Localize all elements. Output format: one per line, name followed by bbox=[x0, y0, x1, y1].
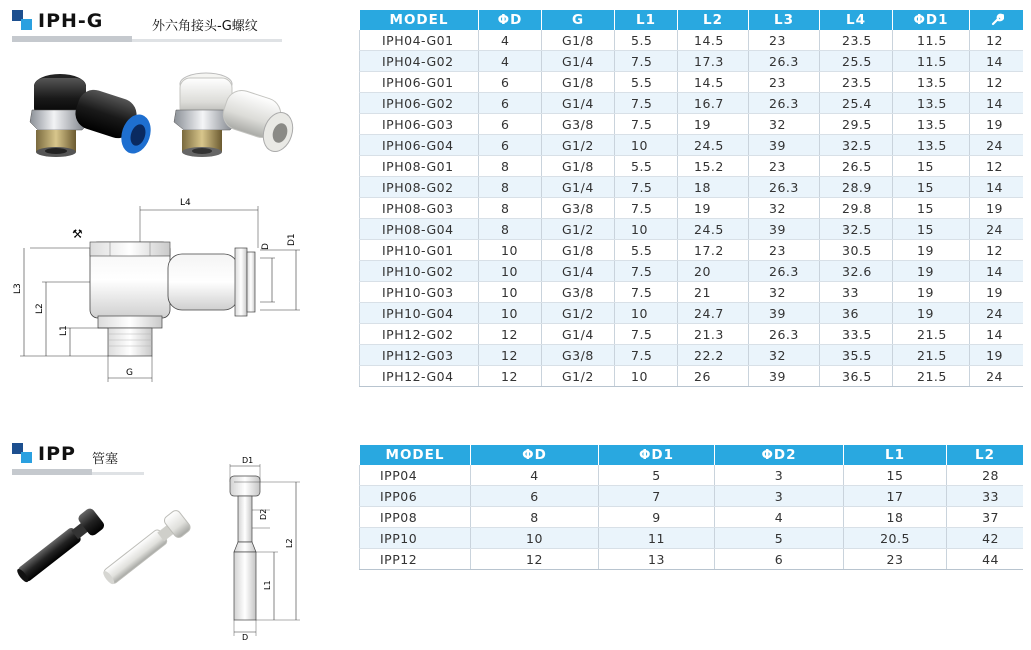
dim-label-d: D bbox=[261, 243, 271, 250]
value-cell: G1/8 bbox=[542, 30, 615, 51]
value-cell: 5.5 bbox=[615, 30, 678, 51]
value-cell: G3/8 bbox=[542, 282, 615, 303]
value-cell: 14 bbox=[970, 51, 1024, 72]
brand-square-icon bbox=[12, 10, 32, 30]
value-cell: 12 bbox=[479, 366, 542, 387]
iph-code: IPH-G bbox=[38, 10, 104, 32]
table-row bbox=[360, 135, 1024, 156]
model-cell: IPH06-G04 bbox=[360, 135, 479, 156]
th-l3: L3 bbox=[749, 10, 820, 30]
value-cell: 36.5 bbox=[820, 366, 893, 387]
wrench-icon: ⚒ bbox=[72, 227, 83, 241]
value-cell: 21.3 bbox=[678, 324, 749, 345]
value-cell: 4 bbox=[479, 51, 542, 72]
value-cell: 14 bbox=[970, 177, 1024, 198]
table-row bbox=[360, 366, 1024, 387]
ipp-section-header bbox=[12, 443, 162, 471]
th-l2: L2 bbox=[947, 445, 1024, 465]
model-cell: IPH06-G03 bbox=[360, 114, 479, 135]
value-cell: 16.7 bbox=[678, 93, 749, 114]
model-cell: IPH08-G03 bbox=[360, 198, 479, 219]
value-cell: G1/8 bbox=[542, 240, 615, 261]
value-cell: 26.3 bbox=[749, 324, 820, 345]
value-cell: 15.2 bbox=[678, 156, 749, 177]
value-cell: 6 bbox=[715, 549, 844, 570]
value-cell: G1/2 bbox=[542, 135, 615, 156]
value-cell: 8 bbox=[471, 507, 599, 528]
model-cell: IPH10-G04 bbox=[360, 303, 479, 324]
value-cell: 12 bbox=[479, 324, 542, 345]
th-l4: L4 bbox=[820, 10, 893, 30]
value-cell: 17.2 bbox=[678, 240, 749, 261]
value-cell: 10 bbox=[615, 303, 678, 324]
value-cell: 17.3 bbox=[678, 51, 749, 72]
table-row bbox=[360, 219, 1024, 240]
model-cell: IPP04 bbox=[360, 465, 471, 486]
value-cell: 19 bbox=[970, 198, 1024, 219]
value-cell: G1/8 bbox=[542, 156, 615, 177]
value-cell: 13.5 bbox=[893, 93, 970, 114]
value-cell: 23 bbox=[749, 156, 820, 177]
model-cell: IPH08-G04 bbox=[360, 219, 479, 240]
model-cell: IPH10-G03 bbox=[360, 282, 479, 303]
model-cell: IPH12-G04 bbox=[360, 366, 479, 387]
value-cell: 15 bbox=[893, 156, 970, 177]
value-cell: 5.5 bbox=[615, 156, 678, 177]
th-l1: L1 bbox=[615, 10, 678, 30]
value-cell: 42 bbox=[947, 528, 1024, 549]
value-cell: 10 bbox=[615, 135, 678, 156]
value-cell: 23 bbox=[749, 72, 820, 93]
value-cell: 7.5 bbox=[615, 93, 678, 114]
model-cell: IPP06 bbox=[360, 486, 471, 507]
value-cell: 12 bbox=[479, 345, 542, 366]
value-cell: 12 bbox=[471, 549, 599, 570]
iph-subtitle: 外六角接头-G螺纹 bbox=[152, 19, 258, 34]
value-cell: 21.5 bbox=[893, 366, 970, 387]
value-cell: 19 bbox=[678, 198, 749, 219]
value-cell: 32 bbox=[749, 345, 820, 366]
ipp-code: IPP bbox=[38, 443, 76, 465]
value-cell: 24.7 bbox=[678, 303, 749, 324]
value-cell: 8 bbox=[479, 156, 542, 177]
value-cell: 12 bbox=[970, 30, 1024, 51]
value-cell: 32.6 bbox=[820, 261, 893, 282]
value-cell: 26 bbox=[678, 366, 749, 387]
ipp-photo-white bbox=[92, 502, 202, 592]
value-cell: 13.5 bbox=[893, 135, 970, 156]
value-cell: G1/2 bbox=[542, 219, 615, 240]
model-cell: IPH12-G03 bbox=[360, 345, 479, 366]
value-cell: 39 bbox=[749, 219, 820, 240]
value-cell: 30.5 bbox=[820, 240, 893, 261]
value-cell: 32 bbox=[749, 198, 820, 219]
value-cell: G1/4 bbox=[542, 177, 615, 198]
header-underline-sub bbox=[92, 472, 144, 475]
table-row bbox=[360, 114, 1024, 135]
model-cell: IPH08-G02 bbox=[360, 177, 479, 198]
th-g: G bbox=[542, 10, 615, 30]
value-cell: 24.5 bbox=[678, 135, 749, 156]
value-cell: 7.5 bbox=[615, 345, 678, 366]
value-cell: 26.3 bbox=[749, 93, 820, 114]
value-cell: 13 bbox=[599, 549, 715, 570]
value-cell: 39 bbox=[749, 366, 820, 387]
value-cell: 24 bbox=[970, 135, 1024, 156]
value-cell: G3/8 bbox=[542, 198, 615, 219]
value-cell: 15 bbox=[893, 198, 970, 219]
value-cell: 12 bbox=[970, 240, 1024, 261]
value-cell: G1/8 bbox=[542, 72, 615, 93]
value-cell: 15 bbox=[893, 219, 970, 240]
dim-label-l4: L4 bbox=[180, 198, 191, 208]
value-cell: 23.5 bbox=[820, 72, 893, 93]
model-cell: IPH10-G02 bbox=[360, 261, 479, 282]
value-cell: 11.5 bbox=[893, 30, 970, 51]
value-cell: 19 bbox=[893, 261, 970, 282]
value-cell: 44 bbox=[947, 549, 1024, 570]
value-cell: 18 bbox=[678, 177, 749, 198]
th-model: MODEL bbox=[360, 445, 471, 465]
value-cell: 17 bbox=[844, 486, 947, 507]
value-cell: 14 bbox=[970, 324, 1024, 345]
value-cell: G1/2 bbox=[542, 366, 615, 387]
value-cell: 19 bbox=[893, 282, 970, 303]
iph-spec-table bbox=[359, 10, 1023, 387]
iph-table-header-row bbox=[360, 10, 1024, 30]
value-cell: 23 bbox=[749, 240, 820, 261]
th-model: MODEL bbox=[360, 10, 479, 30]
dim-label-l1: L1 bbox=[263, 580, 272, 590]
value-cell: 10 bbox=[471, 528, 599, 549]
value-cell: 23.5 bbox=[820, 30, 893, 51]
th-od1: ΦD1 bbox=[599, 445, 715, 465]
value-cell: G1/2 bbox=[542, 303, 615, 324]
value-cell: 6 bbox=[479, 72, 542, 93]
value-cell: 39 bbox=[749, 135, 820, 156]
table-row bbox=[360, 72, 1024, 93]
value-cell: G1/4 bbox=[542, 261, 615, 282]
value-cell: 37 bbox=[947, 507, 1024, 528]
value-cell: 26.3 bbox=[749, 261, 820, 282]
header-underline bbox=[12, 469, 92, 475]
value-cell: 4 bbox=[471, 465, 599, 486]
model-cell: IPH08-G01 bbox=[360, 156, 479, 177]
value-cell: 32 bbox=[749, 282, 820, 303]
value-cell: 15 bbox=[844, 465, 947, 486]
value-cell: 8 bbox=[479, 219, 542, 240]
value-cell: 5 bbox=[599, 465, 715, 486]
th-wrench-icon bbox=[970, 10, 1024, 30]
value-cell: 35.5 bbox=[820, 345, 893, 366]
dim-label-l3: L3 bbox=[13, 283, 23, 294]
ipp-dimension-drawing bbox=[214, 452, 310, 642]
value-cell: 14 bbox=[970, 261, 1024, 282]
value-cell: 7.5 bbox=[615, 324, 678, 345]
ipp-table-header-row bbox=[360, 445, 1024, 465]
value-cell: 12 bbox=[970, 156, 1024, 177]
table-row bbox=[360, 156, 1024, 177]
value-cell: 39 bbox=[749, 303, 820, 324]
model-cell: IPP10 bbox=[360, 528, 471, 549]
value-cell: 6 bbox=[471, 486, 599, 507]
value-cell: 10 bbox=[615, 219, 678, 240]
value-cell: 14 bbox=[970, 93, 1024, 114]
value-cell: 5 bbox=[715, 528, 844, 549]
value-cell: 32 bbox=[749, 114, 820, 135]
value-cell: 19 bbox=[970, 114, 1024, 135]
value-cell: 24 bbox=[970, 366, 1024, 387]
value-cell: 36 bbox=[820, 303, 893, 324]
value-cell: 10 bbox=[479, 303, 542, 324]
ipp-subtitle: 管塞 bbox=[92, 452, 119, 467]
value-cell: 12 bbox=[970, 72, 1024, 93]
value-cell: 7.5 bbox=[615, 177, 678, 198]
value-cell: 4 bbox=[479, 30, 542, 51]
value-cell: 26.5 bbox=[820, 156, 893, 177]
value-cell: 22.2 bbox=[678, 345, 749, 366]
value-cell: 24.5 bbox=[678, 219, 749, 240]
value-cell: 3 bbox=[715, 465, 844, 486]
iph-photo-white bbox=[162, 60, 302, 170]
value-cell: 32.5 bbox=[820, 219, 893, 240]
th-l2: L2 bbox=[678, 10, 749, 30]
value-cell: 18 bbox=[844, 507, 947, 528]
model-cell: IPH06-G02 bbox=[360, 93, 479, 114]
table-row bbox=[360, 507, 1024, 528]
value-cell: 10 bbox=[615, 366, 678, 387]
value-cell: G3/8 bbox=[542, 345, 615, 366]
value-cell: 26.3 bbox=[749, 177, 820, 198]
dim-label-l1: L1 bbox=[59, 325, 69, 336]
value-cell: G1/4 bbox=[542, 51, 615, 72]
model-cell: IPP12 bbox=[360, 549, 471, 570]
table-row bbox=[360, 93, 1024, 114]
value-cell: 21.5 bbox=[893, 324, 970, 345]
value-cell: G3/8 bbox=[542, 114, 615, 135]
th-od2: ΦD2 bbox=[715, 445, 844, 465]
value-cell: 6 bbox=[479, 114, 542, 135]
model-cell: IPH04-G02 bbox=[360, 51, 479, 72]
table-row bbox=[360, 30, 1024, 51]
iph-section-header bbox=[12, 10, 342, 38]
value-cell: 7.5 bbox=[615, 114, 678, 135]
value-cell: 19 bbox=[893, 240, 970, 261]
value-cell: 14.5 bbox=[678, 72, 749, 93]
model-cell: IPH10-G01 bbox=[360, 240, 479, 261]
dim-label-d1: D1 bbox=[287, 233, 297, 246]
value-cell: 19 bbox=[970, 345, 1024, 366]
value-cell: 13.5 bbox=[893, 72, 970, 93]
value-cell: 29.8 bbox=[820, 198, 893, 219]
dim-label-d2: D2 bbox=[259, 508, 268, 520]
ipp-spec-table bbox=[359, 445, 1023, 570]
value-cell: 23 bbox=[844, 549, 947, 570]
wrench-icon bbox=[990, 13, 1004, 27]
value-cell: 19 bbox=[893, 303, 970, 324]
value-cell: 10 bbox=[479, 282, 542, 303]
dim-label-g: G bbox=[126, 368, 133, 378]
value-cell: 13.5 bbox=[893, 114, 970, 135]
table-row bbox=[360, 261, 1024, 282]
value-cell: 3 bbox=[715, 486, 844, 507]
value-cell: 20.5 bbox=[844, 528, 947, 549]
header-underline-sub bbox=[132, 39, 282, 42]
value-cell: 10 bbox=[479, 240, 542, 261]
th-od: ΦD bbox=[471, 445, 599, 465]
dim-label-d: D bbox=[242, 633, 249, 642]
model-cell: IPH04-G01 bbox=[360, 30, 479, 51]
value-cell: 20 bbox=[678, 261, 749, 282]
value-cell: 25.4 bbox=[820, 93, 893, 114]
value-cell: 28.9 bbox=[820, 177, 893, 198]
value-cell: 6 bbox=[479, 135, 542, 156]
dim-label-l2: L2 bbox=[285, 538, 294, 548]
value-cell: 11 bbox=[599, 528, 715, 549]
th-od1: ΦD1 bbox=[893, 10, 970, 30]
iph-photo-black bbox=[20, 58, 160, 168]
dim-label-l2: L2 bbox=[35, 303, 45, 314]
value-cell: 9 bbox=[599, 507, 715, 528]
table-row bbox=[360, 345, 1024, 366]
value-cell: 28 bbox=[947, 465, 1024, 486]
value-cell: 6 bbox=[479, 93, 542, 114]
value-cell: 24 bbox=[970, 303, 1024, 324]
table-row bbox=[360, 240, 1024, 261]
model-cell: IPH06-G01 bbox=[360, 72, 479, 93]
th-od: ΦD bbox=[479, 10, 542, 30]
table-row bbox=[360, 465, 1024, 486]
value-cell: 23 bbox=[749, 30, 820, 51]
value-cell: 21.5 bbox=[893, 345, 970, 366]
value-cell: 26.3 bbox=[749, 51, 820, 72]
value-cell: 5.5 bbox=[615, 240, 678, 261]
value-cell: 7.5 bbox=[615, 282, 678, 303]
dim-label-d1: D1 bbox=[242, 456, 254, 465]
table-row bbox=[360, 198, 1024, 219]
value-cell: 7 bbox=[599, 486, 715, 507]
table-row bbox=[360, 528, 1024, 549]
table-row bbox=[360, 282, 1024, 303]
value-cell: 7.5 bbox=[615, 261, 678, 282]
table-row bbox=[360, 324, 1024, 345]
model-cell: IPP08 bbox=[360, 507, 471, 528]
value-cell: 21 bbox=[678, 282, 749, 303]
value-cell: 29.5 bbox=[820, 114, 893, 135]
value-cell: 19 bbox=[678, 114, 749, 135]
value-cell: 33.5 bbox=[820, 324, 893, 345]
brand-square-icon bbox=[12, 443, 32, 463]
iph-dimension-drawing bbox=[10, 190, 330, 390]
value-cell: 5.5 bbox=[615, 72, 678, 93]
table-row bbox=[360, 51, 1024, 72]
value-cell: G1/4 bbox=[542, 93, 615, 114]
value-cell: 8 bbox=[479, 177, 542, 198]
table-row bbox=[360, 303, 1024, 324]
value-cell: 33 bbox=[820, 282, 893, 303]
table-row bbox=[360, 486, 1024, 507]
value-cell: 25.5 bbox=[820, 51, 893, 72]
value-cell: 7.5 bbox=[615, 198, 678, 219]
th-l1: L1 bbox=[844, 445, 947, 465]
value-cell: G1/4 bbox=[542, 324, 615, 345]
header-underline bbox=[12, 36, 132, 42]
value-cell: 15 bbox=[893, 177, 970, 198]
value-cell: 4 bbox=[715, 507, 844, 528]
value-cell: 11.5 bbox=[893, 51, 970, 72]
value-cell: 24 bbox=[970, 219, 1024, 240]
value-cell: 8 bbox=[479, 198, 542, 219]
value-cell: 19 bbox=[970, 282, 1024, 303]
table-row bbox=[360, 549, 1024, 570]
value-cell: 14.5 bbox=[678, 30, 749, 51]
value-cell: 7.5 bbox=[615, 51, 678, 72]
value-cell: 32.5 bbox=[820, 135, 893, 156]
value-cell: 33 bbox=[947, 486, 1024, 507]
value-cell: 10 bbox=[479, 261, 542, 282]
table-row bbox=[360, 177, 1024, 198]
model-cell: IPH12-G02 bbox=[360, 324, 479, 345]
